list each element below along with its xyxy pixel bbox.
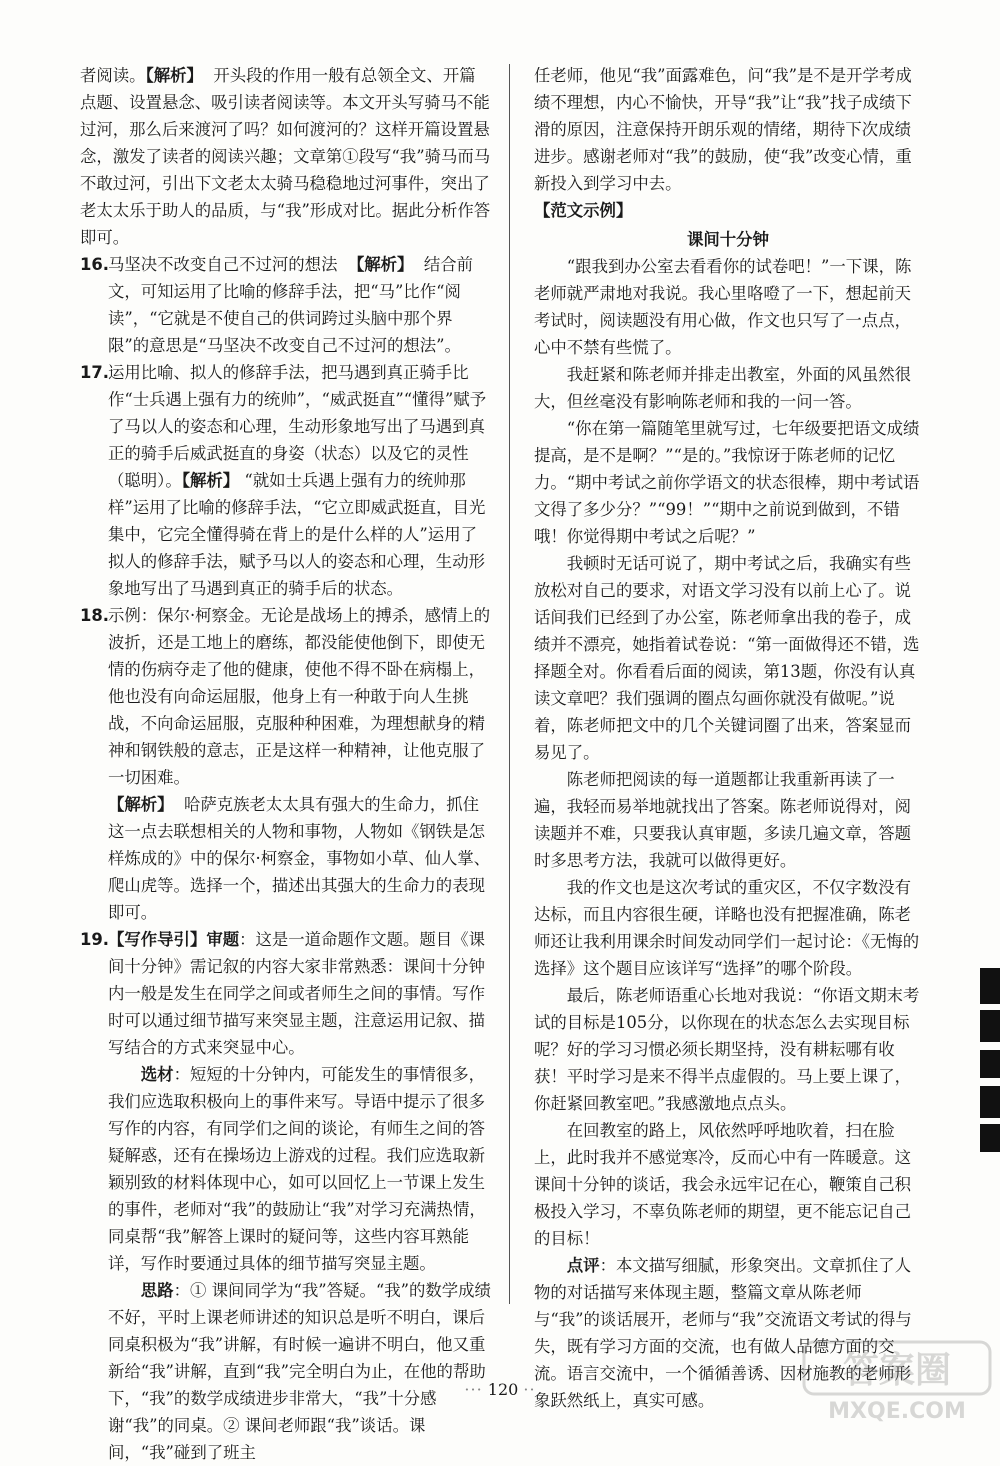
page-number: ··· 120 ·· [464,1380,536,1399]
question-16: 16. 马坚决不改变自己不过河的想法 【解析】 结合前文，可知运用了比喻的修辞手法，把“马”比作“阅读”，“它就是不使自己的供词跨过头脑中那个界限”的意思是“马坚决不改变自己不过河的想法”。 [80,251,491,359]
essay-paragraph: “跟我到办公室去看看你的试卷吧！”一下课，陈老师就严肃地对我说。我心里咯噔了一下，想起前天考试时，阅读题没有用心做，作文也只写了一点点，心中不禁有些慌了。 [534,257,912,357]
essay-paragraph: 我的作文也是这次考试的重灾区，不仅字数没有达标，而且内容很生硬，详略也没有把握准确，陈老师还让我利用课余时间发动同学们一起讨论：《无悔的选择》这个题目应该详写“选择”的哪个阶段。 [534,878,920,978]
edge-tab-mark [980,1086,1000,1118]
model-essay-tag: 【范文示例】 [534,201,633,220]
question-number: 17. [80,363,110,382]
watermark-logo [802,1338,992,1424]
essay-paragraph: 我顿时无话可说了，期中考试之后，我确实有些放松对自己的要求，对语文学习没有以前上心了。说话间我们已经到了办公室，陈老师拿出我的卷子，成绩并不漂亮，她指着试卷说：“第一面做得还不错，选择题全对。你看看后面的阅读，第13题，你没有认真读文章吧？我们强调的圈点勾画你就没有做呢。”说着，陈老师把文中的几个关键词圈了出来，答案显而易见了。 [534,554,920,762]
edge-tab-mark [980,1010,1000,1042]
essay-paragraph: 陈老师把阅读的每一道题都让我重新再读了一遍，我轻而易举地就找出了答案。陈老师说得对，阅读题并不难，只要我认真审题，多读几遍文章，答题时多思考方法，我就可以做得更好。 [534,770,911,870]
column-divider [509,64,510,1304]
essay-paragraph: 在回教室的路上，风依然呼呼地吹着，扫在脸上，此时我并不感觉寒冷，反而心中有一阵暖意。这课间十分钟的谈话，我会永远牢记在心，鞭策自己积极投入学习，不辜负陈老师的期望，更不能忘记自己的目标！ [534,1121,911,1248]
question-18: 18. 示例：保尔·柯察金。无论是战场上的搏杀，感情上的波折，还是工地上的磨练，都没能使他倒下，即使无情的伤病夺走了他的健康，使他不得不卧在病榻上，他也没有向命运屈服，他身上有一种敢于向人生挑战，不向命运屈服，克服种种困难，为理想献身的精神和钢铁般的意志，正是这样一种精神，让他克服了一切困难。 【解析】 哈萨克族老太太具有强大的生命力，抓住这一点去联想相关的人物和事物，人物如《钢铁是怎样炼成的》中的保尔·柯察金，事物如小草、仙人掌、爬山虎等。选择一个，描述出其强大的生命力的表现即可。 [80,602,491,926]
left-column [80,62,491,1466]
watermark-logo-icon [802,1338,992,1424]
question-17: 17. 运用比喻、拟人的修辞手法，把马遇到真正骑手比作“士兵遇上强有力的统帅”，“威武挺直”“懂得”赋予了马以人的姿态和心理，生动形象地写出了马遇到真正的骑手后威武挺直的身姿（状态）以及它的灵性（聪明）。【解析】 “就如士兵遇上强有力的统帅那样”运用了比喻的修辞手法，“它立即威武挺直，目光集中，它完全懂得骑在背上的是什么样的人”运用了拟人的修辞手法，赋予马以人的姿态和心理，生动形象地写出了马遇到真正的骑手后的状态。 [80,359,491,602]
approach-paragraph: 思路：① 课间同学为“我”答疑。“我”的数学成绩不好，平时上课老师讲述的知识总是听不明白，课后同桌积极为“我”讲解，有时候一遍讲不明白，他又重新给“我”讲解，直到“我”完全明白为止，在他的帮助下，“我”的数学成绩进步非常大，“我”十分感谢“我”的同桌。② 课间老师跟“我”谈话。课间，“我”碰到了班主 [108,1281,491,1462]
question-number: 19. [80,930,110,949]
intro-paragraph: 者阅读。【解析】 开头段的作用一般有总领全文、开篇点题、设置悬念、吸引读者阅读等。本文开头写骑马不能过河，那么后来渡河了吗？如何渡河的？这样开篇设置悬念，激发了读者的阅读兴趣；文章第①段写“我”骑马而马不敢过河，引出下文老太太骑马稳稳地过河事件，突出了老太太乐于助人的品质，与“我”形成对比。据此分析作答即可。 [80,66,491,247]
edge-tab-mark [980,968,1000,1004]
edge-tab-mark [980,1124,1000,1152]
continued-text: 任老师，他见“我”面露难色，问“我”是不是开学考成绩不理想，内心不愉快，开导“我”让“我”找子成绩下滑的原因，注意保持开朗乐观的情绪，期待下次成绩进步。感谢老师对“我”的鼓励，使“我”改变心情，重新投入到学习中去。 [534,66,912,193]
svg-text:答案圈: 答案圈 [842,1350,952,1391]
svg-text:MXQE.COM: MXQE.COM [828,1399,966,1424]
question-19: 19. 【写作导引】审题：这是一道命题作文题。题目《课间十分钟》需记叙的内容大家非常熟悉：课间十分钟内一般是发生在同学之间或者师生之间的事情。写作时可以通过细节描写来突显主题，注意运用记叙、描写结合的方式来突显中心。 [80,926,491,1061]
essay-paragraph: “你在第一篇随笔里就写过，七年级要把语文成绩提高，是不是啊？”“是的。”我惊讶于陈老师的记忆力。“期中考试之前你学语文的状态很棒，期中考试语文得了多少分？”“99！”“期中之前说到做到，不错哦！你觉得期中考试之后呢？” [534,419,920,546]
question-number: 16. [80,255,110,274]
question-number: 18. [80,606,110,625]
commentary: 点评：本文描写细腻，形象突出。文章抓住了人物的对话描写来体现主题，整篇文章从陈老师与“我”的谈话展开，老师与“我”交流语文考试的得与失，既有学习方面的交流，也有做人品德方面的交流。语言交流中，一个循循善诱、因材施教的老师形象跃然纸上，真实可感。 [534,1256,912,1410]
essay-paragraph: 我赶紧和陈老师并排走出教室，外面的风虽然很大，但丝毫没有影响陈老师和我的一问一答。 [534,365,911,411]
right-column [534,62,922,1414]
selection-paragraph: 选材：短短的十分钟内，可能发生的事情很多，我们应选取积极向上的事件来写。导语中提示了很多写作的内容，有同学们之间的谈论，有师生之间的答疑解惑，还有在操场边上游戏的过程。我们应选取新颖别致的材料体现中心，如可以回忆上一节课上发生的事件，老师对“我”的鼓励让“我”对学习充满热情，同桌帮“我”解答上课时的疑问等，这些内容耳熟能详，写作时要通过具体的细节描写突显主题。 [108,1065,486,1273]
edge-tab-mark [980,1050,1000,1078]
essay-paragraph: 最后，陈老师语重心长地对我说：“你语文期末考试的目标是105分，以你现在的状态怎么去实现目标呢？好的学习习惯必须长期坚持，没有耕耘哪有收获！平时学习是来不得半点虚假的。马上要上课了，你赶紧回教室吧。”我感激地点点头。 [534,986,920,1113]
essay-title: 课间十分钟 [687,230,769,249]
